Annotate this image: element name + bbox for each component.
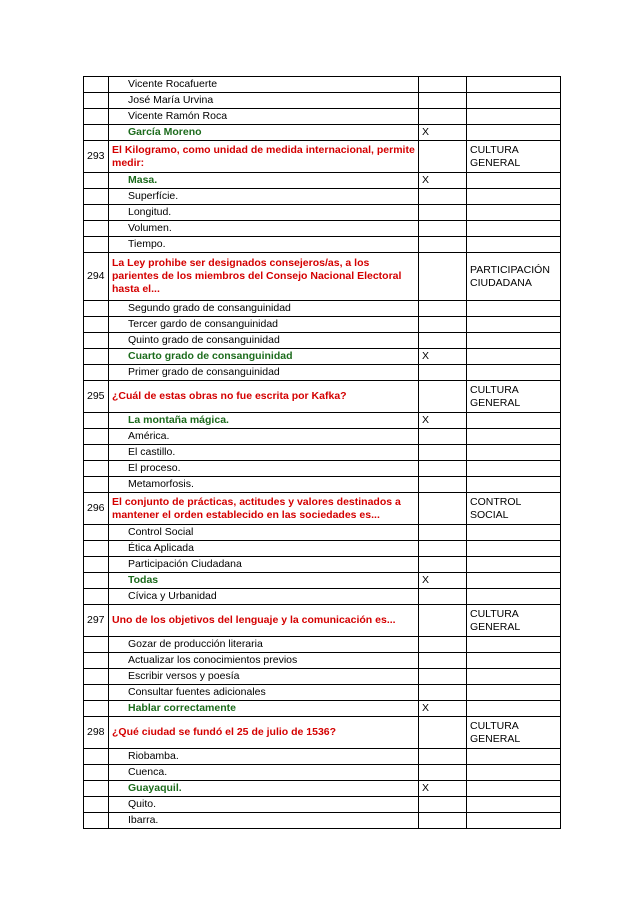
option-text: Todas xyxy=(109,573,419,589)
option-row xyxy=(84,653,561,669)
option-text: Vicente Ramón Roca xyxy=(109,109,419,125)
option-text: Cuenca. xyxy=(109,765,419,781)
option-number xyxy=(84,461,109,477)
quiz-table-body xyxy=(84,77,561,829)
option-number xyxy=(84,749,109,765)
option-category xyxy=(467,653,561,669)
option-row xyxy=(84,813,561,829)
question-category: CONTROL SOCIAL xyxy=(467,493,561,525)
correct-option-row xyxy=(84,125,561,141)
answer-mark xyxy=(419,317,467,333)
option-number xyxy=(84,93,109,109)
option-number xyxy=(84,189,109,205)
correct-option-row xyxy=(84,413,561,429)
answer-mark: X xyxy=(419,413,467,429)
question-text: La Ley prohibe ser designados consejeros/as, a los parientes de los miembros del Consejo Nacional Electoral hasta el... xyxy=(109,253,419,301)
option-row xyxy=(84,237,561,253)
question-row xyxy=(84,253,561,301)
option-number xyxy=(84,685,109,701)
option-text: Gozar de producción literaria xyxy=(109,637,419,653)
answer-mark xyxy=(419,525,467,541)
option-number xyxy=(84,317,109,333)
answer-mark: X xyxy=(419,125,467,141)
answer-mark xyxy=(419,637,467,653)
answer-mark xyxy=(419,669,467,685)
option-number xyxy=(84,237,109,253)
question-number: 294 xyxy=(84,253,109,301)
option-text: Quinto grado de consanguinidad xyxy=(109,333,419,349)
option-row xyxy=(84,477,561,493)
question-text: El conjunto de prácticas, actitudes y valores destinados a mantener el orden establecido en las sociedades es... xyxy=(109,493,419,525)
answer-mark xyxy=(419,77,467,93)
option-category xyxy=(467,461,561,477)
question-row xyxy=(84,605,561,637)
option-text: Hablar correctamente xyxy=(109,701,419,717)
option-row xyxy=(84,637,561,653)
option-row xyxy=(84,429,561,445)
option-number xyxy=(84,637,109,653)
option-number xyxy=(84,653,109,669)
answer-mark xyxy=(419,301,467,317)
option-number xyxy=(84,221,109,237)
correct-option-row xyxy=(84,173,561,189)
question-number: 295 xyxy=(84,381,109,413)
option-category xyxy=(467,813,561,829)
option-row xyxy=(84,749,561,765)
option-text: Metamorfosis. xyxy=(109,477,419,493)
option-text: García Moreno xyxy=(109,125,419,141)
option-category xyxy=(467,525,561,541)
answer-mark xyxy=(419,749,467,765)
option-number xyxy=(84,589,109,605)
option-row xyxy=(84,557,561,573)
option-category xyxy=(467,237,561,253)
question-number: 296 xyxy=(84,493,109,525)
answer-mark xyxy=(419,93,467,109)
option-number xyxy=(84,333,109,349)
option-row xyxy=(84,365,561,381)
option-row xyxy=(84,797,561,813)
option-text: Quito. xyxy=(109,797,419,813)
option-category xyxy=(467,477,561,493)
option-number xyxy=(84,365,109,381)
option-text: Segundo grado de consanguinidad xyxy=(109,301,419,317)
option-number xyxy=(84,525,109,541)
answer-mark xyxy=(419,557,467,573)
option-category xyxy=(467,797,561,813)
quiz-table xyxy=(83,76,561,829)
option-row xyxy=(84,93,561,109)
option-category xyxy=(467,413,561,429)
option-text: Participación Ciudadana xyxy=(109,557,419,573)
option-text: Primer grado de consanguinidad xyxy=(109,365,419,381)
option-category xyxy=(467,589,561,605)
option-category xyxy=(467,77,561,93)
option-category xyxy=(467,205,561,221)
option-text: Superfície. xyxy=(109,189,419,205)
answer-mark xyxy=(419,253,467,301)
option-text: Longitud. xyxy=(109,205,419,221)
option-row xyxy=(84,333,561,349)
option-number xyxy=(84,477,109,493)
answer-mark xyxy=(419,477,467,493)
option-row xyxy=(84,461,561,477)
option-number xyxy=(84,445,109,461)
option-category xyxy=(467,637,561,653)
option-category xyxy=(467,333,561,349)
option-row xyxy=(84,205,561,221)
answer-mark xyxy=(419,429,467,445)
option-number xyxy=(84,701,109,717)
option-category xyxy=(467,93,561,109)
option-row xyxy=(84,77,561,93)
option-number xyxy=(84,541,109,557)
option-row xyxy=(84,541,561,557)
correct-option-row xyxy=(84,573,561,589)
option-text: Consultar fuentes adicionales xyxy=(109,685,419,701)
option-text: América. xyxy=(109,429,419,445)
option-text: Guayaquil. xyxy=(109,781,419,797)
answer-mark xyxy=(419,237,467,253)
option-number xyxy=(84,797,109,813)
answer-mark xyxy=(419,365,467,381)
option-text: Tercer gardo de consanguinidad xyxy=(109,317,419,333)
question-row xyxy=(84,141,561,173)
answer-mark xyxy=(419,605,467,637)
option-category xyxy=(467,749,561,765)
option-number xyxy=(84,765,109,781)
option-text: Actualizar los conocimientos previos xyxy=(109,653,419,669)
option-text: Escribir versos y poesía xyxy=(109,669,419,685)
option-row xyxy=(84,109,561,125)
question-category: CULTURA GENERAL xyxy=(467,141,561,173)
option-text: Control Social xyxy=(109,525,419,541)
option-text: Masa. xyxy=(109,173,419,189)
option-category xyxy=(467,365,561,381)
answer-mark xyxy=(419,205,467,221)
question-text: ¿Cuál de estas obras no fue escrita por Kafka? xyxy=(109,381,419,413)
option-number xyxy=(84,669,109,685)
option-number xyxy=(84,573,109,589)
question-text: ¿Qué ciudad se fundó el 25 de julio de 1536? xyxy=(109,717,419,749)
question-number: 298 xyxy=(84,717,109,749)
option-text: Vicente Rocafuerte xyxy=(109,77,419,93)
question-text: Uno de los objetivos del lenguaje y la comunicación es... xyxy=(109,605,419,637)
option-row xyxy=(84,317,561,333)
option-number xyxy=(84,349,109,365)
answer-mark xyxy=(419,797,467,813)
option-number xyxy=(84,173,109,189)
question-row xyxy=(84,717,561,749)
option-category xyxy=(467,685,561,701)
option-text: Tiempo. xyxy=(109,237,419,253)
option-category xyxy=(467,125,561,141)
answer-mark xyxy=(419,445,467,461)
option-number xyxy=(84,77,109,93)
answer-mark xyxy=(419,685,467,701)
answer-mark: X xyxy=(419,701,467,717)
answer-mark: X xyxy=(419,349,467,365)
question-category: CULTURA GENERAL xyxy=(467,605,561,637)
question-row xyxy=(84,381,561,413)
option-category xyxy=(467,173,561,189)
option-category xyxy=(467,221,561,237)
answer-mark xyxy=(419,333,467,349)
answer-mark xyxy=(419,765,467,781)
option-category xyxy=(467,349,561,365)
option-row xyxy=(84,765,561,781)
option-category xyxy=(467,445,561,461)
option-category xyxy=(467,573,561,589)
question-category: CULTURA GENERAL xyxy=(467,717,561,749)
option-number xyxy=(84,781,109,797)
option-number xyxy=(84,109,109,125)
option-text: Ética Aplicada xyxy=(109,541,419,557)
answer-mark xyxy=(419,189,467,205)
option-row xyxy=(84,221,561,237)
question-number: 293 xyxy=(84,141,109,173)
option-category xyxy=(467,669,561,685)
option-row xyxy=(84,589,561,605)
option-category xyxy=(467,765,561,781)
answer-mark: X xyxy=(419,173,467,189)
answer-mark: X xyxy=(419,573,467,589)
option-category xyxy=(467,541,561,557)
option-row xyxy=(84,525,561,541)
answer-mark xyxy=(419,221,467,237)
answer-mark xyxy=(419,653,467,669)
option-text: Ibarra. xyxy=(109,813,419,829)
correct-option-row xyxy=(84,701,561,717)
option-category xyxy=(467,109,561,125)
answer-mark xyxy=(419,109,467,125)
question-category: PARTICIPACIÓN CIUDADANA xyxy=(467,253,561,301)
correct-option-row xyxy=(84,349,561,365)
option-category xyxy=(467,301,561,317)
option-row xyxy=(84,445,561,461)
correct-option-row xyxy=(84,781,561,797)
option-number xyxy=(84,125,109,141)
option-number xyxy=(84,429,109,445)
option-row xyxy=(84,685,561,701)
option-text: Riobamba. xyxy=(109,749,419,765)
option-text: Volumen. xyxy=(109,221,419,237)
answer-mark xyxy=(419,493,467,525)
answer-mark xyxy=(419,141,467,173)
option-number xyxy=(84,813,109,829)
option-text: El proceso. xyxy=(109,461,419,477)
option-text: Cuarto grado de consanguinidad xyxy=(109,349,419,365)
option-text: José María Urvina xyxy=(109,93,419,109)
option-number xyxy=(84,205,109,221)
option-number xyxy=(84,301,109,317)
answer-mark xyxy=(419,813,467,829)
option-category xyxy=(467,701,561,717)
answer-mark xyxy=(419,461,467,477)
option-number xyxy=(84,557,109,573)
option-text: Cívica y Urbanidad xyxy=(109,589,419,605)
question-category: CULTURA GENERAL xyxy=(467,381,561,413)
option-row xyxy=(84,189,561,205)
option-row xyxy=(84,669,561,685)
option-category xyxy=(467,429,561,445)
option-number xyxy=(84,413,109,429)
question-number: 297 xyxy=(84,605,109,637)
question-text: El Kilogramo, como unidad de medida internacional, permite medir: xyxy=(109,141,419,173)
option-text: El castillo. xyxy=(109,445,419,461)
answer-mark: X xyxy=(419,781,467,797)
option-category xyxy=(467,189,561,205)
question-row xyxy=(84,493,561,525)
option-row xyxy=(84,301,561,317)
answer-mark xyxy=(419,381,467,413)
option-text: La montaña mágica. xyxy=(109,413,419,429)
answer-mark xyxy=(419,589,467,605)
answer-mark xyxy=(419,717,467,749)
option-category xyxy=(467,781,561,797)
answer-mark xyxy=(419,541,467,557)
option-category xyxy=(467,557,561,573)
option-category xyxy=(467,317,561,333)
